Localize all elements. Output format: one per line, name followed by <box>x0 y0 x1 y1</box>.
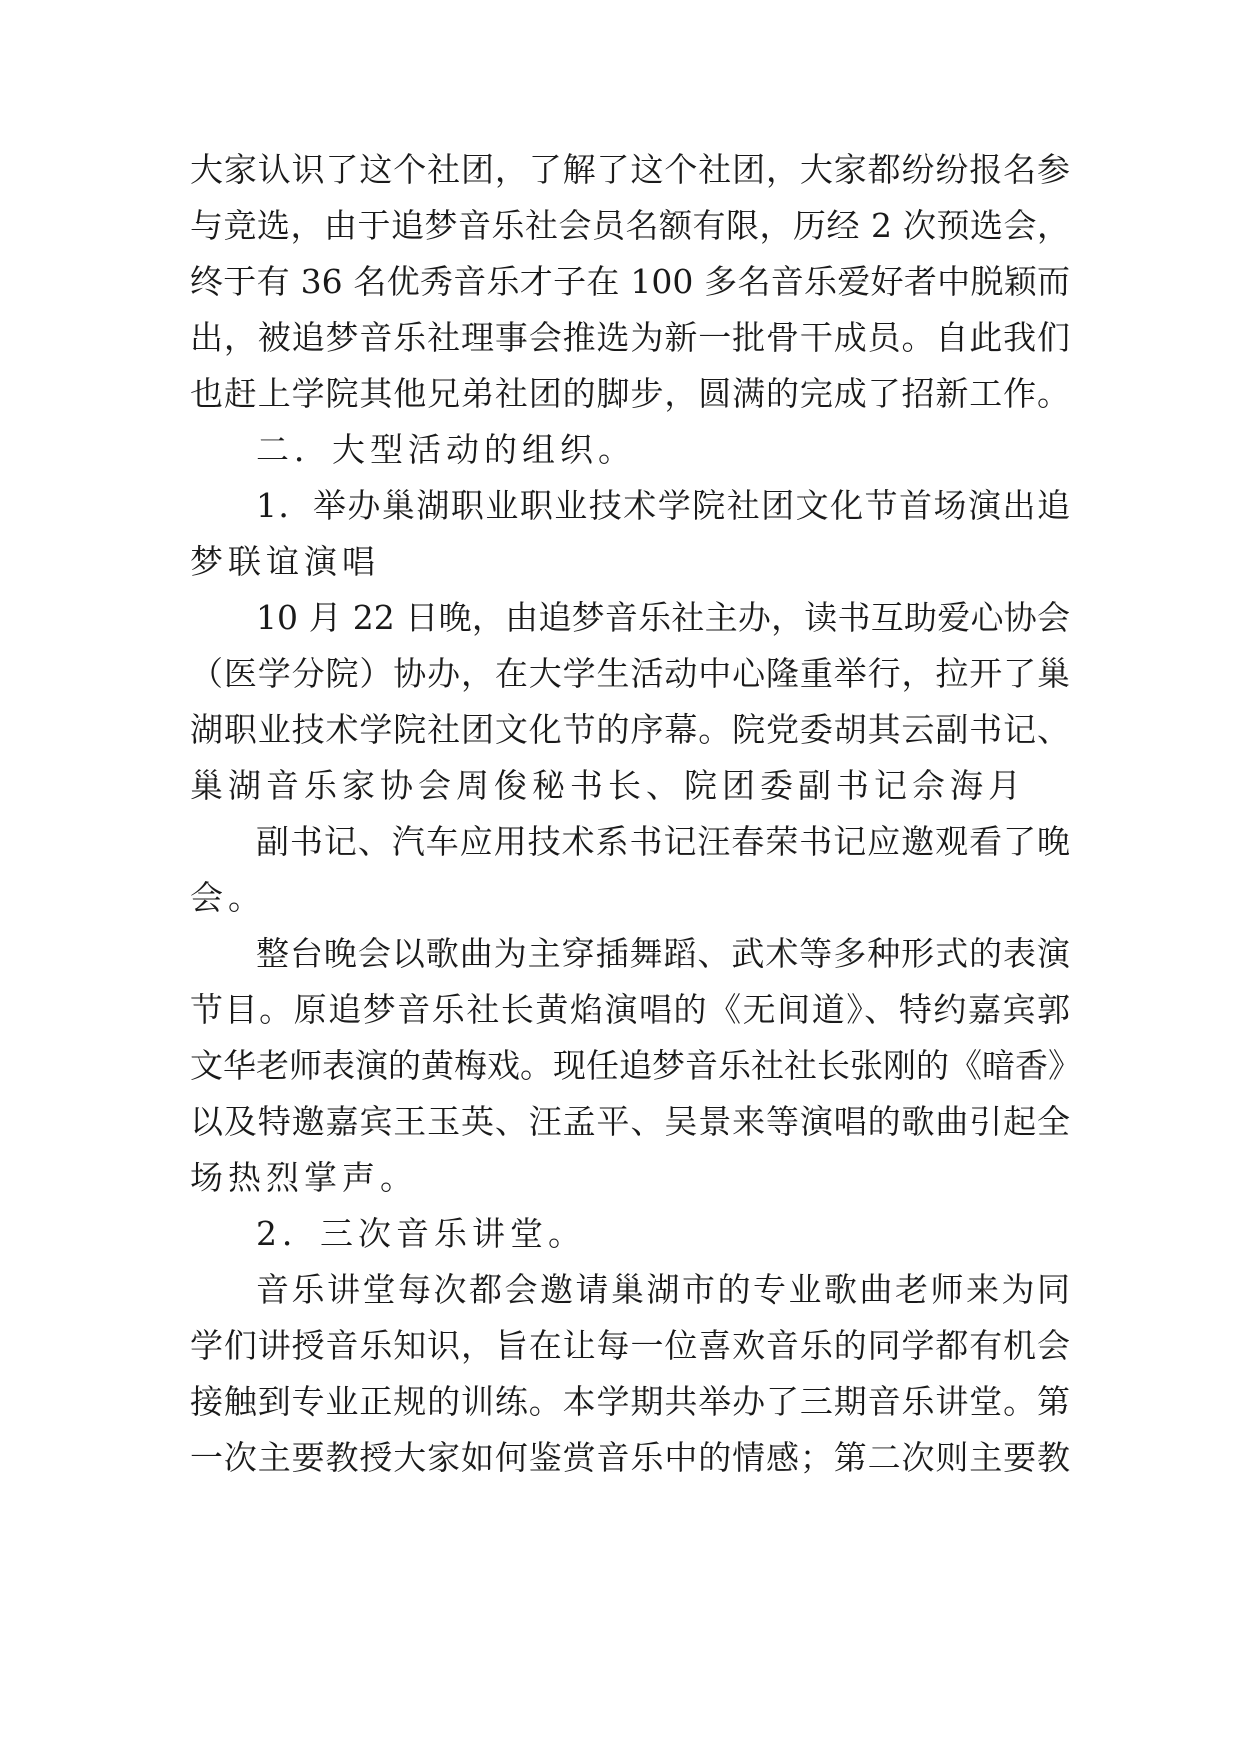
text-line: 节目。原追梦音乐社长黄焰演唱的《无间道》、特约嘉宾郭 <box>190 990 1070 1029</box>
text-line: （医学分院）协办，在大学生活动中心隆重举行，拉开了巢 <box>190 654 1070 693</box>
text-line: 整台晚会以歌曲为主穿插舞蹈、武术等多种形式的表演 <box>256 934 1070 973</box>
text-line: 以及特邀嘉宾王玉英、汪孟平、吴景来等演唱的歌曲引起全 <box>190 1102 1070 1141</box>
text-line: 文华老师表演的黄梅戏。现任追梦音乐社社长张刚的《暗香》 <box>190 1046 1081 1085</box>
text-line: 一次主要教授大家如何鉴赏音乐中的情感；第二次则主要教 <box>190 1438 1070 1477</box>
subsection-heading: 1．举办巢湖职业职业技术学院社团文化节首场演出追 <box>256 486 1070 525</box>
text-line: 副书记、汽车应用技术系书记汪春荣书记应邀观看了晚 <box>256 822 1070 861</box>
text-line: 学们讲授音乐知识，旨在让每一位喜欢音乐的同学都有机会 <box>190 1326 1070 1365</box>
text-line: 也赶上学院其他兄弟社团的脚步，圆满的完成了招新工作。 <box>190 374 1070 413</box>
subsection-heading: 2．三次音乐讲堂。 <box>256 1214 586 1253</box>
text-line: 会。 <box>190 878 266 917</box>
text-line: 场热烈掌声。 <box>190 1158 418 1197</box>
text-line: 终于有 36 名优秀音乐才子在 100 多名音乐爱好者中脱颖而 <box>190 262 1070 301</box>
text-line: 与竞选，由于追梦音乐社会员名额有限，历经 2 次预选会， <box>190 206 1070 245</box>
text-line: 梦联谊演唱 <box>190 542 380 581</box>
text-line: 接触到专业正规的训练。本学期共举办了三期音乐讲堂。第 <box>190 1382 1070 1421</box>
text-line: 10 月 22 日晚，由追梦音乐社主办，读书互助爱心协会 <box>256 598 1070 637</box>
text-line: 大家认识了这个社团，了解了这个社团，大家都纷纷报名参 <box>190 150 1070 189</box>
text-line: 湖职业技术学院社团文化节的序幕。院党委胡其云副书记、 <box>190 710 1070 749</box>
text-line: 出，被追梦音乐社理事会推选为新一批骨干成员。自此我们 <box>190 318 1070 357</box>
text-line: 音乐讲堂每次都会邀请巢湖市的专业歌曲老师来为同 <box>256 1270 1070 1309</box>
text-line: 巢湖音乐家协会周俊秘书长、院团委副书记佘海月 <box>190 766 1026 805</box>
section-heading: 二．大型活动的组织。 <box>256 430 636 469</box>
